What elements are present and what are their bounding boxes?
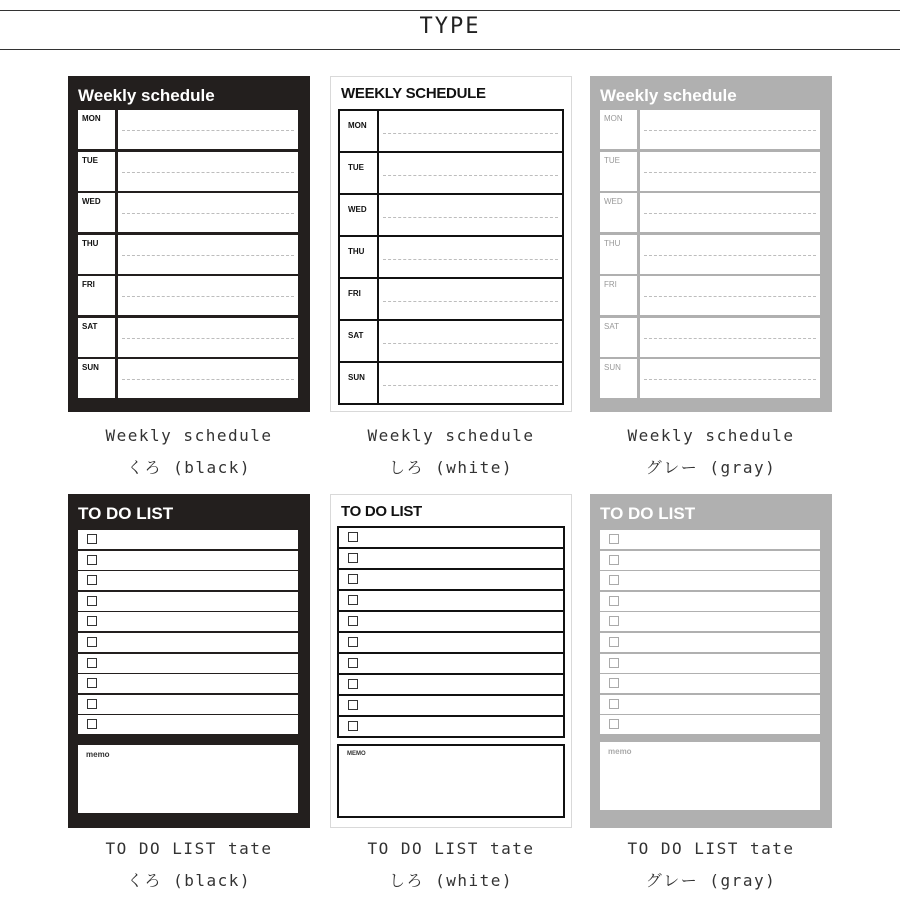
memo-label: memo [86, 750, 110, 759]
todo-caption-white [330, 833, 572, 897]
todo-item [339, 528, 563, 549]
todo-item [78, 571, 298, 590]
todo-card-gray [590, 494, 832, 828]
day-label: FRI [600, 276, 637, 315]
day-write-area [118, 235, 298, 274]
memo-box [600, 742, 820, 810]
checkbox-icon [348, 616, 358, 626]
day-row-sun [78, 359, 298, 398]
checkbox-icon [609, 637, 619, 647]
checkbox-icon [87, 534, 97, 544]
caption-color: しろ (white) [388, 871, 514, 890]
todo-item [339, 696, 563, 717]
caption-name: TO DO LIST tate [367, 839, 535, 858]
checkbox-icon [87, 575, 97, 585]
day-row-thu [600, 235, 820, 274]
checkbox-icon [87, 555, 97, 565]
weekly-rows [78, 110, 298, 401]
todo-rows [337, 526, 565, 738]
day-write-area [379, 363, 562, 403]
checkbox-icon [609, 699, 619, 709]
todo-item [600, 695, 820, 714]
weekly-card-black [68, 76, 310, 412]
weekly-title: Weekly schedule [78, 86, 215, 105]
checkbox-icon [348, 532, 358, 542]
todo-item [339, 612, 563, 633]
todo-item [78, 715, 298, 734]
day-row-fri [600, 276, 820, 315]
checkbox-icon [87, 719, 97, 729]
caption-color: しろ (white) [388, 458, 514, 477]
checkbox-icon [609, 616, 619, 626]
caption-name: Weekly schedule [367, 426, 535, 445]
todo-item [600, 592, 820, 611]
day-label: TUE [600, 152, 637, 191]
caption-color: グレー (gray) [645, 458, 777, 477]
todo-item [339, 675, 563, 696]
weekly-caption-gray [590, 420, 832, 484]
day-row-sun [600, 359, 820, 398]
checkbox-icon [609, 596, 619, 606]
memo-label: memo [608, 747, 632, 756]
checkbox-icon [348, 595, 358, 605]
checkbox-icon [348, 553, 358, 563]
memo-label: MEMO [347, 751, 366, 757]
section-title: TYPE [419, 14, 481, 39]
checkbox-icon [87, 596, 97, 606]
weekly-title: WEEKLY SCHEDULE [341, 85, 486, 102]
day-label: THU [600, 235, 637, 274]
memo-box [78, 745, 298, 813]
todo-item [78, 530, 298, 549]
day-row-wed [78, 193, 298, 232]
day-label: MON [600, 110, 637, 149]
checkbox-icon [609, 678, 619, 688]
day-write-area [379, 111, 562, 151]
weekly-title: Weekly schedule [600, 86, 737, 105]
todo-title: TO DO LIST [78, 504, 174, 523]
day-label: WED [78, 193, 115, 232]
todo-item [600, 571, 820, 590]
day-row-wed [600, 193, 820, 232]
todo-item [600, 674, 820, 693]
day-write-area [640, 152, 820, 191]
todo-title: TO DO LIST [600, 504, 696, 523]
day-label: SUN [78, 359, 115, 398]
checkbox-icon [609, 575, 619, 585]
day-row-mon [78, 110, 298, 149]
caption-name: Weekly schedule [627, 426, 795, 445]
todo-item [78, 612, 298, 631]
day-label: TUE [340, 153, 379, 193]
day-write-area [118, 193, 298, 232]
day-label: SAT [78, 318, 115, 357]
day-row-tue [600, 152, 820, 191]
todo-item [78, 654, 298, 673]
checkbox-icon [348, 700, 358, 710]
todo-rows [600, 530, 820, 736]
checkbox-icon [609, 719, 619, 729]
day-write-area [118, 110, 298, 149]
weekly-card-white [330, 76, 572, 412]
caption-name: Weekly schedule [105, 426, 273, 445]
checkbox-icon [348, 721, 358, 731]
todo-item [339, 570, 563, 591]
day-row-sat [340, 321, 562, 363]
day-row-fri [78, 276, 298, 315]
checkbox-icon [87, 616, 97, 626]
todo-item [600, 633, 820, 652]
caption-color: くろ (black) [126, 458, 252, 477]
weekly-rows [338, 109, 564, 405]
checkbox-icon [348, 679, 358, 689]
checkbox-icon [87, 678, 97, 688]
header-bottom-rule [0, 49, 900, 50]
todo-item [339, 591, 563, 612]
day-write-area [379, 237, 562, 277]
todo-title: TO DO LIST [341, 503, 422, 520]
day-row-thu [340, 237, 562, 279]
day-write-area [379, 279, 562, 319]
todo-caption-black [68, 833, 310, 897]
todo-item [78, 695, 298, 714]
day-write-area [640, 110, 820, 149]
weekly-caption-white [330, 420, 572, 484]
weekly-caption-black [68, 420, 310, 484]
checkbox-icon [609, 555, 619, 565]
checkbox-icon [87, 658, 97, 668]
todo-item [600, 715, 820, 734]
checkbox-icon [348, 658, 358, 668]
day-write-area [640, 318, 820, 357]
day-label: THU [340, 237, 379, 277]
day-write-area [640, 276, 820, 315]
day-write-area [118, 276, 298, 315]
caption-name: TO DO LIST tate [627, 839, 795, 858]
caption-color: グレー (gray) [645, 871, 777, 890]
todo-item [600, 612, 820, 631]
header-top-rule [0, 10, 900, 11]
day-row-mon [600, 110, 820, 149]
day-label: TUE [78, 152, 115, 191]
caption-name: TO DO LIST tate [105, 839, 273, 858]
todo-rows [78, 530, 298, 736]
day-label: SUN [340, 363, 379, 403]
day-label: THU [78, 235, 115, 274]
day-row-sat [78, 318, 298, 357]
todo-item [78, 592, 298, 611]
day-label: SAT [600, 318, 637, 357]
day-write-area [379, 321, 562, 361]
checkbox-icon [348, 574, 358, 584]
day-row-sat [600, 318, 820, 357]
weekly-rows [600, 110, 820, 401]
day-write-area [118, 318, 298, 357]
day-row-fri [340, 279, 562, 321]
day-label: MON [340, 111, 379, 151]
checkbox-icon [609, 534, 619, 544]
todo-item [78, 551, 298, 570]
weekly-card-gray [590, 76, 832, 412]
todo-item [339, 633, 563, 654]
day-row-mon [340, 111, 562, 153]
day-row-sun [340, 363, 562, 403]
day-write-area [640, 359, 820, 398]
checkbox-icon [609, 658, 619, 668]
todo-item [600, 654, 820, 673]
todo-item [600, 530, 820, 549]
memo-box [337, 744, 565, 818]
todo-item [339, 717, 563, 736]
day-write-area [379, 195, 562, 235]
todo-item [339, 549, 563, 570]
day-row-thu [78, 235, 298, 274]
day-row-tue [340, 153, 562, 195]
todo-card-black [68, 494, 310, 828]
checkbox-icon [87, 637, 97, 647]
todo-caption-gray [590, 833, 832, 897]
todo-item [78, 633, 298, 652]
todo-item [600, 551, 820, 570]
day-label: SAT [340, 321, 379, 361]
day-label: FRI [340, 279, 379, 319]
todo-card-white [330, 494, 572, 828]
day-label: WED [600, 193, 637, 232]
day-write-area [379, 153, 562, 193]
day-write-area [640, 235, 820, 274]
day-row-tue [78, 152, 298, 191]
todo-item [78, 674, 298, 693]
day-label: FRI [78, 276, 115, 315]
todo-item [339, 654, 563, 675]
day-label: MON [78, 110, 115, 149]
checkbox-icon [87, 699, 97, 709]
caption-color: くろ (black) [126, 871, 252, 890]
day-label: SUN [600, 359, 637, 398]
day-row-wed [340, 195, 562, 237]
checkbox-icon [348, 637, 358, 647]
day-write-area [118, 359, 298, 398]
day-write-area [640, 193, 820, 232]
day-write-area [118, 152, 298, 191]
day-label: WED [340, 195, 379, 235]
